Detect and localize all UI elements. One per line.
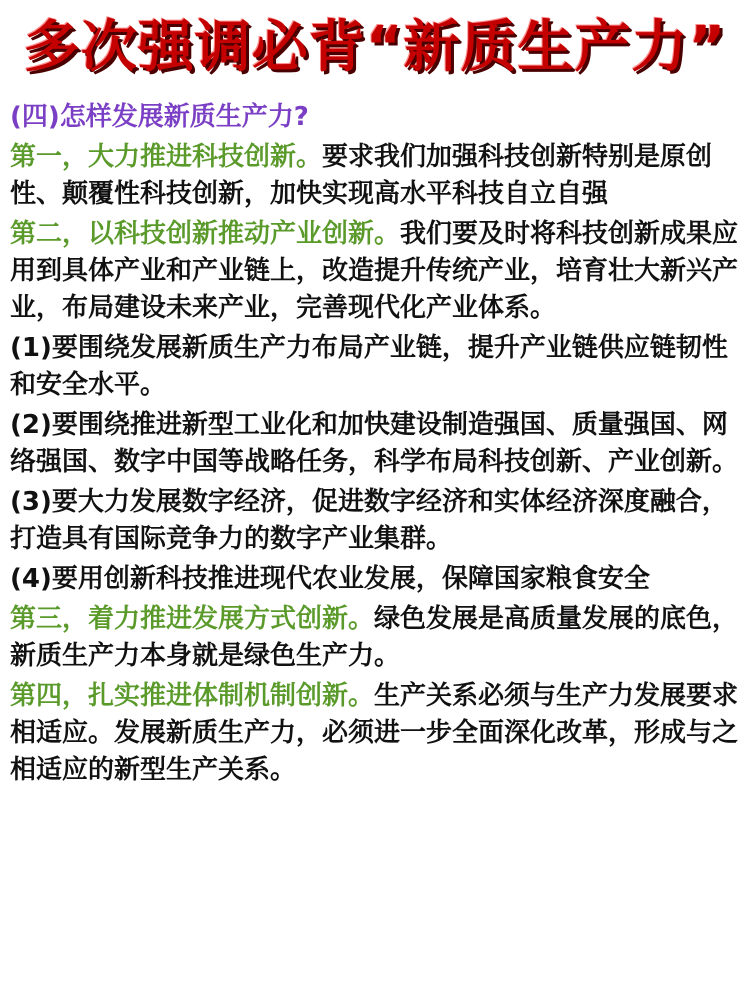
- point-2: [10, 216, 740, 327]
- point-3: [10, 601, 740, 675]
- point-2-lead: 第二，以科技创新推动产业创新。: [10, 219, 401, 249]
- question-heading: (四)怎样发展新质生产力?: [10, 102, 309, 132]
- point-3-lead: 第三，着力推进发展方式创新。: [10, 604, 375, 634]
- point-4-body: 生产关系必须与生产力发展要求相适应。发展新质生产力，必须进一步全面深化改革，形成与之相适应的新型生产关系。: [10, 681, 739, 785]
- sub-item-4: (4)要用创新科技推进现代农业发展，保障国家粮食安全: [10, 564, 650, 594]
- sub-item-2: (2)要围绕推进新型工业化和加快建设制造强国、质量强国、网络强国、数字中国等战略任务，科学布局科技创新、产业创新。: [10, 410, 739, 477]
- sub-item-3: (3)要大力发展数字经济，促进数字经济和实体经济深度融合，打造具有国际竞争力的数字产业集群。: [10, 487, 728, 554]
- point-4-lead: 第四，扎实推进体制机制创新。: [10, 681, 375, 711]
- article-body: [10, 99, 740, 792]
- point-3-body: 绿色发展是高质量发展的底色，新质生产力本身就是绿色生产力。: [10, 604, 739, 671]
- point-1-lead: 第一，大力推进科技创新。: [10, 142, 323, 172]
- page-title: 多次强调必背“新质生产力”: [23, 15, 727, 80]
- sub-item-1: (1)要围绕发展新质生产力布局产业链，提升产业链供应链韧性和安全水平。: [10, 333, 728, 400]
- point-1: [10, 139, 740, 213]
- point-2-body: 我们要及时将科技创新成果应用到具体产业和产业链上，改造提升传统产业，培育壮大新兴产业，布局建设未来产业，完善现代化产业体系。: [10, 219, 739, 323]
- point-1-body: 要求我们加强科技创新特别是原创性、颠覆性科技创新，加快实现高水平科技自立自强: [10, 142, 713, 209]
- point-4: [10, 678, 740, 789]
